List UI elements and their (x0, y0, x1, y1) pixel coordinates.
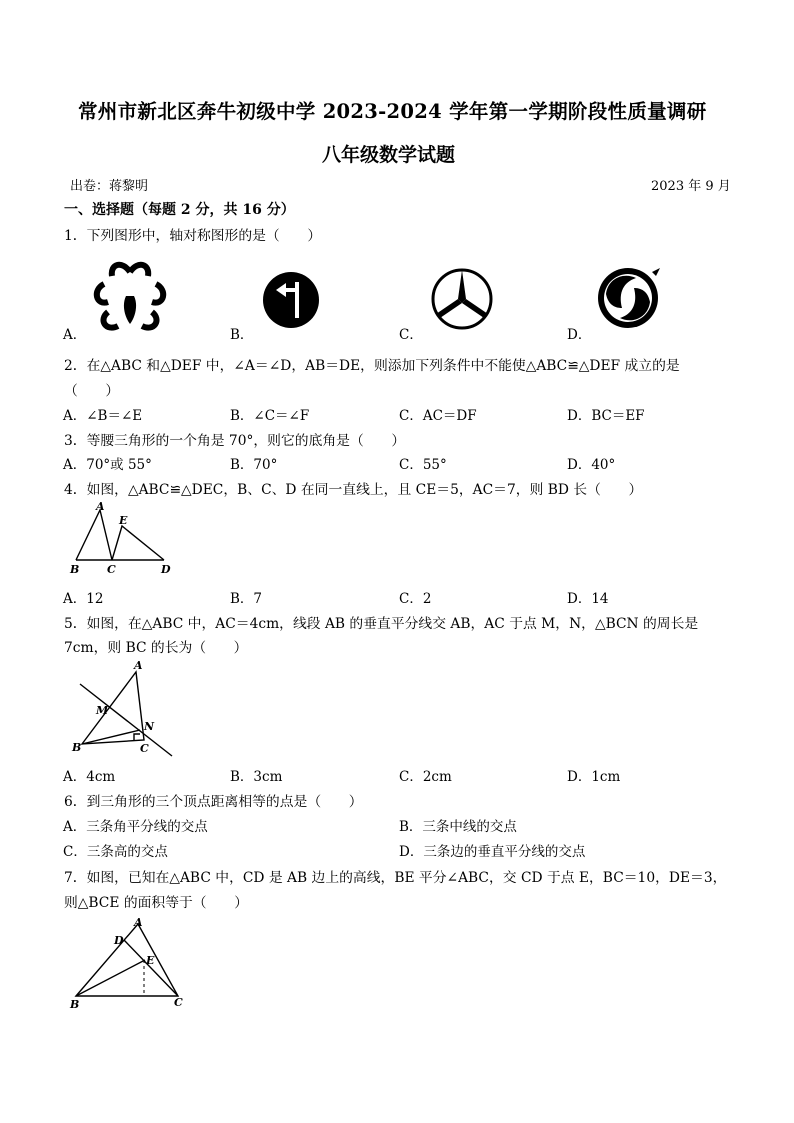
section-heading: 一、选择题（每题 2 分，共 16 分） (64, 202, 295, 218)
page-subtitle: 八年级数学试题 (322, 144, 456, 166)
q5-option-d: D．1cm (567, 769, 621, 785)
traffic-sign-icon (262, 270, 320, 330)
q4-option-b: B．7 (230, 591, 263, 607)
q2-option-a: A．∠B＝∠E (63, 408, 143, 424)
q5-label-c: C (140, 742, 149, 755)
q6-option-d: D．三条边的垂直平分线的交点 (399, 844, 586, 860)
q2-option-b: B．∠C＝∠F (230, 408, 310, 424)
q6-option-a: A．三条角平分线的交点 (63, 819, 208, 835)
star-circle-icon (430, 266, 494, 332)
q5-triangle-figure (66, 660, 181, 760)
q7-label-e: E (146, 954, 155, 967)
q6-option-c: C．三条高的交点 (63, 844, 168, 860)
q4-label-a: A (96, 500, 105, 513)
question-3-stem: 3．等腰三角形的一个角是 70°，则它的底角是（ ） (64, 433, 406, 449)
q7-triangle-figure (66, 914, 196, 1014)
q4-label-b: B (70, 563, 80, 576)
q4-triangle-figure (66, 500, 176, 580)
q5-option-b: B．3cm (230, 769, 283, 785)
q5-option-a: A．4cm (63, 769, 116, 785)
question-2-stem-line2: （ ） (64, 383, 120, 399)
question-5-stem-line2: 7cm，则 BC 的长为（ ） (64, 640, 248, 656)
q5-label-a: A (134, 659, 143, 672)
q2-option-d: D．BC＝EF (567, 408, 645, 424)
q3-option-b: B．70° (230, 457, 278, 473)
q5-label-m: M (96, 704, 109, 717)
q4-label-d: D (161, 563, 171, 576)
q3-option-d: D．40° (567, 457, 616, 473)
q4-option-d: D．14 (567, 591, 609, 607)
question-5-stem-line1: 5．如图，在△ABC 中，AC＝4cm，线段 AB 的垂直平分线交 AB，AC 于点 M，N，△BCN 的周长是 (64, 616, 699, 632)
q1-option-a: A． (63, 327, 87, 343)
q4-option-a: A．12 (63, 591, 104, 607)
q3-option-a: A．70°或 55° (63, 457, 152, 473)
q5-option-c: C．2cm (399, 769, 452, 785)
q2-option-c: C．AC＝DF (399, 408, 477, 424)
clover-figure-icon (92, 260, 168, 336)
question-2-stem-line1: 2．在△ABC 和△DEF 中，∠A＝∠D，AB＝DE，则添加下列条件中不能使△ABC≌△DEF 成立的是 (64, 358, 680, 374)
q4-label-e: E (119, 514, 128, 527)
q7-label-a: A (134, 916, 143, 929)
question-4-stem: 4．如图，△ABC≌△DEC，B、C、D 在同一直线上，且 CE＝5，AC＝7，则 BD 长（ ） (64, 482, 643, 498)
q7-label-d: D (114, 934, 124, 947)
q1-option-b: B． (230, 327, 254, 343)
q5-label-n: N (144, 720, 155, 733)
q3-option-c: C．55° (399, 457, 447, 473)
q1-option-c: C． (399, 327, 423, 343)
q6-option-b: B．三条中线的交点 (399, 819, 517, 835)
q7-label-b: B (70, 998, 80, 1011)
date-line: 2023 年 9 月 (651, 179, 731, 194)
emblem-circle-icon (596, 264, 660, 332)
author-line: 出卷：蒋黎明 (70, 179, 149, 194)
question-1-stem: 1．下列图形中，轴对称图形的是（ ） (64, 228, 322, 244)
q1-option-d: D． (567, 327, 592, 343)
page-title: 常州市新北区奔牛初级中学 2023-2024 学年第一学期阶段性质量调研 (78, 100, 707, 123)
question-6-stem: 6．到三角形的三个顶点距离相等的点是（ ） (64, 794, 363, 810)
q5-label-b: B (72, 741, 82, 754)
q4-label-c: C (107, 563, 116, 576)
question-7-stem-line2: 则△BCE 的面积等于（ ） (64, 895, 248, 911)
q4-option-c: C．2 (399, 591, 432, 607)
q7-label-c: C (174, 996, 183, 1009)
question-7-stem-line1: 7．如图，已知在△ABC 中，CD 是 AB 边上的高线，BE 平分∠ABC，交 CD 于点 E，BC＝10，DE＝3， (64, 870, 727, 886)
